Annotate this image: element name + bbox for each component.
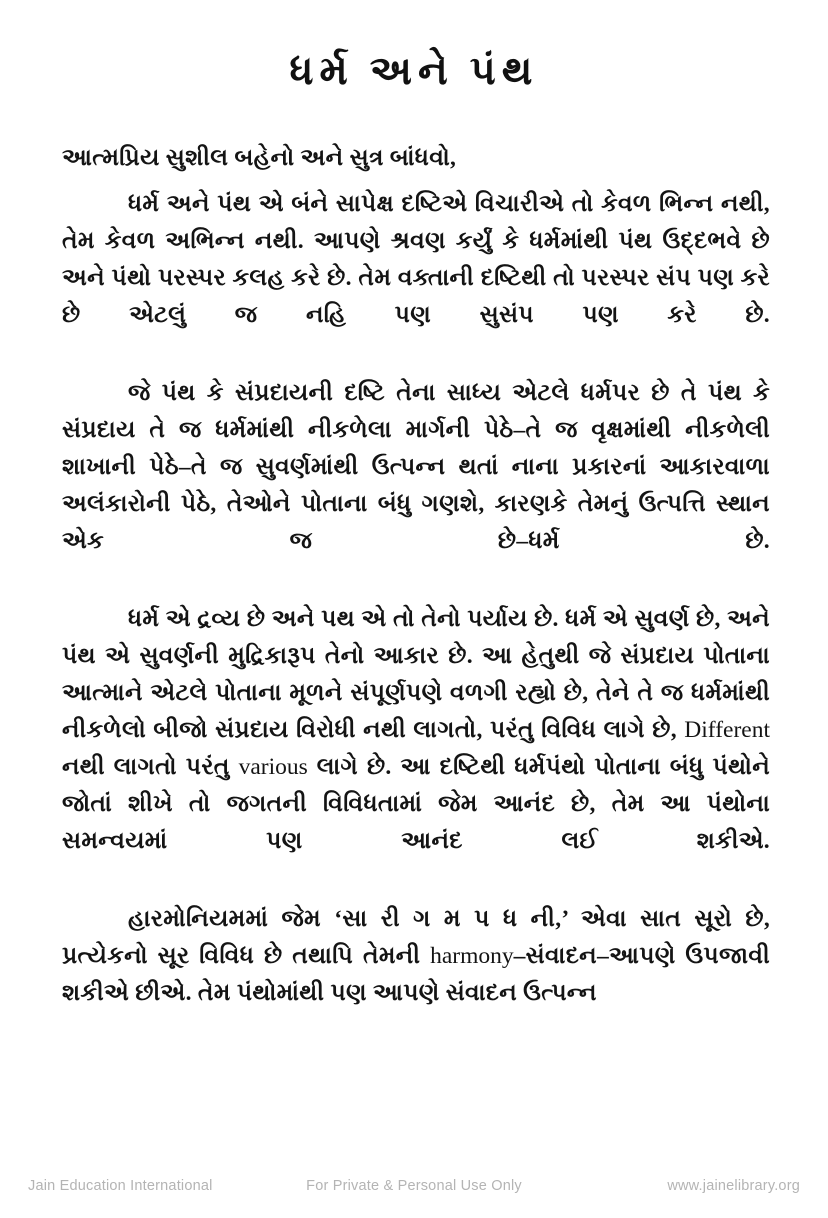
- latin-word: harmony: [430, 943, 514, 969]
- footer-website-url[interactable]: www.jainelibrary.org: [667, 1178, 800, 1194]
- latin-word: Different: [684, 717, 770, 743]
- page-footer: [0, 1174, 828, 1198]
- page-title: ધર્મ અને પંથ: [289, 48, 539, 93]
- paragraph-4: હારમોનિયમમાં જેમ ‘સા રી ગ મ પ ધ ની,’ એવા સાત સૂરો છે, પ્રત્યેકનો સૂર વિવિધ છે તથાપિ તેમની harmony–સંવાદન–આપણે ઉપજાવી શકીએ છીએ. તેમ પંથોમાંથી પણ આપણે સંવાદન ઉત્પન્ન: [62, 906, 770, 1006]
- footer-organization: Jain Education International: [28, 1178, 213, 1194]
- paragraph-1: ધર્મ અને પંથ એ બંને સાપેક્ષ દષ્ટિએ વિચારીએ તો કેવળ ભિન્ન નથી, તેમ કેવળ અભિન્ન નથી. આપણે શ્રવણ કર્યું કે ધર્મમાંથી પંથ ઉદ્દભવે છે અને પંથો પરસ્પર કલહ કરે છે. તેમ વક્તાની દષ્ટિથી તો પરસ્પર સંપ પણ કરે છે એટલું જ નહિ પણ સુસંપ પણ કરે છે.: [62, 191, 770, 328]
- paragraph-3: ધર્મ એ દ્રવ્ય છે અને પથ એ તો તેનો પર્યાય છે. ધર્મ એ સુવર્ણ છે, અને પંથ એ સુવર્ણની મુદ્રિકારૂપ તેનો આકાર છે. આ હેતુથી જે સંપ્રદાય પોતાના આત્માને એટલે પોતાના મૂળને સંપૂર્ણપણે વળગી રહ્યો છે, તેને તે જ ધર્મમાંથી નીકળેલો બીજો સંપ્રદાય વિરોધી નથી લાગતો, પરંતુ વિવિધ લાગે છે, Different નથી લાગતો પરંતુ various લાગે છે. આ દષ્ટિથી ધર્મપંથો પોતાના બંધુ પંથોને જોતાં શીખે તો જગતની વિવિધતામાં જેમ આનંદ છે, તેમ આ પંથોના સમન્વયમાં પણ આનંદ લઈ શકીએ.: [62, 606, 771, 854]
- salutation-line: આત્મપ્રિય સુશીલ બહેનો અને સુત્ર બાંધવો,: [62, 145, 457, 171]
- latin-word: various: [238, 754, 308, 780]
- footer-usage-notice: For Private & Personal Use Only: [306, 1178, 522, 1194]
- paragraph-2: જે પંથ કે સંપ્રદાયની દષ્ટિ તેના સાધ્ય એટલે ધર્મપર છે તે પંથ કે સંપ્રદાય તે જ ધર્મમાંથી નીકળેલા માર્ગની પેઠે–તે જ વૃક્ષમાંથી નીકળેલી શાખાની પેઠે–તે જ સુવર્ણમાંથી ઉત્પન્ન થતાં નાના પ્રકારનાં આકારવાળા અલંકારોની પેઠે, તેઓને પોતાના બંધુ ગણશે, કારણકે તેમનું ઉત્પત્તિ સ્થાન એક જ છે–ધર્મ છે.: [62, 380, 770, 554]
- body-text-block: [62, 140, 770, 1016]
